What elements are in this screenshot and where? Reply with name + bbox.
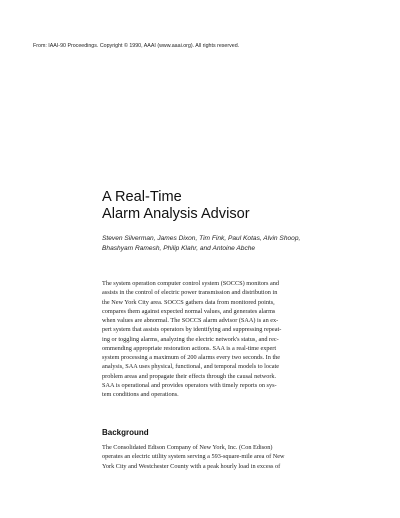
paper-title [102,189,382,222]
author-line: Bhashyam Ramesh, Philip Klahr, and Antoine Abche [102,245,256,252]
body-line: operates an electric utility system serving a 593-square-mile area of New [102,453,285,461]
author-list [102,234,332,254]
abstract-line: assists in the control of electric power transmission and distribution in [102,289,278,297]
abstract-line: compares them against expected normal values, and generates alarms [102,307,276,315]
abstract-line: The system operation computer control system (SOCCS) monitors and [102,280,280,287]
copyright-notice: From: IAAI-90 Proceedings. Copyright © 1990, AAAI (www.aaai.org). All rights reserved. [33,43,240,49]
body-line: York City and Westchester County with a peak hourly load in excess of [102,462,281,470]
abstract-line: SAA is operational and provides operators with timely reports on sys- [102,381,277,389]
body-line: The Consolidated Edison Company of New York, Inc. (Con Edison) [102,444,273,451]
author-line: Steven Silverman, James Dixon, Tim Fink, Paul Kotas, Alvin Shoop, [102,235,301,242]
abstract-line: analysis, SAA uses physical, functional, and temporal models to locate [102,363,280,371]
title-line: A Real-Time [102,189,182,205]
abstract-line: system processing a maximum of 200 alarms every two seconds. In the [102,354,281,361]
abstract-line: pert system that assists operators by identifying and suppressing repeat- [102,326,282,334]
abstract-line: the New York City area. SOCCS gathers data from monitored points, [102,298,275,306]
abstract-line: tem conditions and operations. [102,391,179,398]
section-heading-background: Background [102,428,149,437]
abstract-line: problem areas and propagate their effects through the causal network. [102,372,277,380]
abstract [102,279,348,399]
abstract-line: when values are abnormal. The SOCCS alarm advisor (SAA) is an ex- [102,317,279,324]
title-line: Alarm Analysis Advisor [102,205,250,222]
abstract-line: ommending appropriate restoration actions. SAA is a real-time expert [102,344,277,352]
abstract-line: ing or toggling alarms, analyzing the electric network's status, and rec- [102,335,279,343]
body-paragraph [102,443,348,471]
